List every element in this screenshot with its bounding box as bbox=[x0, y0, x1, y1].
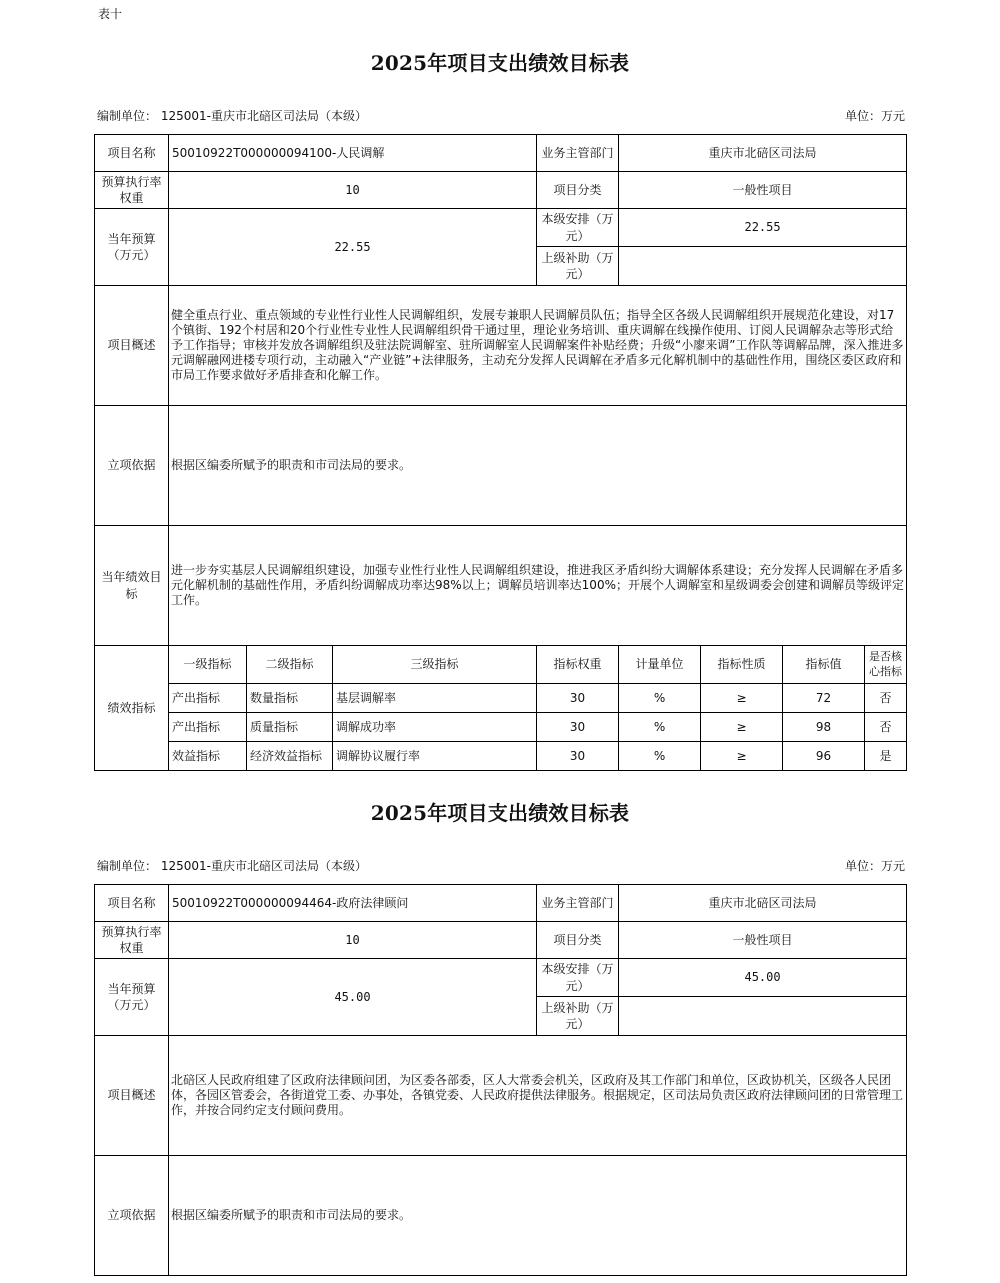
performance-target-table-second bbox=[94, 884, 907, 1276]
indicator-row-1-level-three: 基层调解率 bbox=[333, 684, 537, 713]
budget-execution-weight-value-second: 10 bbox=[169, 922, 537, 959]
local-arrangement-value-second: 45.00 bbox=[619, 959, 907, 997]
performance-indicators-label: 绩效指标 bbox=[95, 646, 169, 771]
project-name-label: 项目名称 bbox=[95, 135, 169, 172]
indicator-row-3-weight: 30 bbox=[537, 742, 619, 771]
compiling-unit-second: 编制单位： 125001-重庆市北碚区司法局（本级） bbox=[97, 859, 367, 873]
current-budget-value: 22.55 bbox=[169, 209, 537, 286]
indicator-row-2-level-two: 质量指标 bbox=[247, 713, 333, 742]
local-arrangement-value: 22.55 bbox=[619, 209, 907, 247]
project-overview-label-second: 项目概述 bbox=[95, 1036, 169, 1156]
upper-subsidy-value-second bbox=[619, 997, 907, 1036]
project-name-label-second: 项目名称 bbox=[95, 885, 169, 922]
indicator-row-1-weight: 30 bbox=[537, 684, 619, 713]
upper-subsidy-label: 上级补助（万元） bbox=[537, 247, 619, 286]
indicator-row-2-level-three: 调解成功率 bbox=[333, 713, 537, 742]
project-category-label-second: 项目分类 bbox=[537, 922, 619, 959]
department-value: 重庆市北碚区司法局 bbox=[619, 135, 907, 172]
form-number-label: 表十 bbox=[98, 7, 123, 21]
currency-unit: 单位：万元 bbox=[844, 109, 905, 123]
project-basis-text: 根据区编委所赋予的职责和市司法局的要求。 bbox=[169, 406, 907, 526]
current-budget-label: 当年预算（万元） bbox=[95, 209, 169, 286]
indicator-row-2-property: ≥ bbox=[701, 713, 783, 742]
project-basis-label: 立项依据 bbox=[95, 406, 169, 526]
page-title-first: 2025年项目支出绩效目标表 bbox=[370, 51, 630, 75]
local-arrangement-label: 本级安排（万元） bbox=[537, 209, 619, 247]
performance-target-table-first bbox=[94, 134, 907, 771]
indicator-row-2-core: 否 bbox=[865, 713, 907, 742]
department-value-second: 重庆市北碚区司法局 bbox=[619, 885, 907, 922]
annual-target-text: 进一步夯实基层人民调解组织建设，加强专业性行业性人民调解组织建设，推进我区矛盾纠纷大调解体系建设；充分发挥人民调解在矛盾多元化解机制的基础性作用，矛盾纠纷调解成功率达98%以上；调解员培训率达100%；开展个人调解室和星级调委会创建和调解员等级评定工作。 bbox=[169, 526, 907, 646]
indicator-row-3-property: ≥ bbox=[701, 742, 783, 771]
project-category-label: 项目分类 bbox=[537, 172, 619, 209]
local-arrangement-label-second: 本级安排（万元） bbox=[537, 959, 619, 997]
indicator-header-level-three: 三级指标 bbox=[333, 646, 537, 684]
indicator-row-3-level-one: 效益指标 bbox=[169, 742, 247, 771]
indicator-row-3-unit: % bbox=[619, 742, 701, 771]
indicator-row-3-level-three: 调解协议履行率 bbox=[333, 742, 537, 771]
department-label: 业务主管部门 bbox=[537, 135, 619, 172]
indicator-row-2-weight: 30 bbox=[537, 713, 619, 742]
indicator-header-level-two: 二级指标 bbox=[247, 646, 333, 684]
page-title-second: 2025年项目支出绩效目标表 bbox=[370, 801, 630, 825]
annual-target-label: 当年绩效目标 bbox=[95, 526, 169, 646]
currency-unit-second: 单位：万元 bbox=[844, 859, 905, 873]
indicator-row-3-core: 是 bbox=[865, 742, 907, 771]
current-budget-label-second: 当年预算（万元） bbox=[95, 959, 169, 1036]
project-basis-text-second: 根据区编委所赋予的职责和市司法局的要求。 bbox=[169, 1156, 907, 1276]
budget-execution-weight-value: 10 bbox=[169, 172, 537, 209]
project-name-value-second: 50010922T000000094464-政府法律顾问 bbox=[169, 885, 537, 922]
indicator-row-2-level-one: 产出指标 bbox=[169, 713, 247, 742]
current-budget-value-second: 45.00 bbox=[169, 959, 537, 1036]
budget-execution-weight-label-second: 预算执行率权重 bbox=[95, 922, 169, 959]
indicator-row-1-level-two: 数量指标 bbox=[247, 684, 333, 713]
upper-subsidy-value bbox=[619, 247, 907, 286]
project-overview-text-second: 北碚区人民政府组建了区政府法律顾问团，为区委各部委，区人大常委会机关，区政府及其工作部门和单位，区政协机关，区级各人民团体，各园区管委会，各街道党工委、办事处，各镇党委、人民政府提供法律服务。根据规定，区司法局负责区政府法律顾问团的日常管理工作，并按合同约定支付顾问费用。 bbox=[169, 1036, 907, 1156]
budget-execution-weight-label: 预算执行率权重 bbox=[95, 172, 169, 209]
indicator-row-1-value: 72 bbox=[783, 684, 865, 713]
project-category-value-second: 一般性项目 bbox=[619, 922, 907, 959]
upper-subsidy-label-second: 上级补助（万元） bbox=[537, 997, 619, 1036]
project-overview-text: 健全重点行业、重点领域的专业性行业性人民调解组织，发展专兼职人民调解员队伍；指导全区各级人民调解组织开展规范化建设，对17个镇街、192个村居和20个行业性专业性人民调解组织骨干通过里，理论业务培训、重庆调解在线操作使用、订阅人民调解杂志等形式给予工作指导；审核并发放各调解组织及驻法院调解室、驻所调解室人民调解案件补贴经费；升级“小廖来调”工作队等调解品牌，深入推进多元调解融网进楼专项行动，主动融入“产业链”+法律服务，主动充分发挥人民调解在矛盾多元化解机制中的基础性作用，围绕区委区政府和市局工作要求做好矛盾排查和化解工作。 bbox=[169, 286, 907, 406]
compiling-unit: 编制单位： 125001-重庆市北碚区司法局（本级） bbox=[97, 109, 367, 123]
project-overview-label: 项目概述 bbox=[95, 286, 169, 406]
indicator-header-value: 指标值 bbox=[783, 646, 865, 684]
indicator-row-3-value: 96 bbox=[783, 742, 865, 771]
project-basis-label-second: 立项依据 bbox=[95, 1156, 169, 1276]
indicator-row-1-core: 否 bbox=[865, 684, 907, 713]
indicator-row-1-level-one: 产出指标 bbox=[169, 684, 247, 713]
indicator-row-1-property: ≥ bbox=[701, 684, 783, 713]
department-label-second: 业务主管部门 bbox=[537, 885, 619, 922]
indicator-header-property: 指标性质 bbox=[701, 646, 783, 684]
indicator-row-2-unit: % bbox=[619, 713, 701, 742]
indicator-row-3-level-two: 经济效益指标 bbox=[247, 742, 333, 771]
indicator-header-level-one: 一级指标 bbox=[169, 646, 247, 684]
project-name-value: 50010922T000000094100-人民调解 bbox=[169, 135, 537, 172]
indicator-row-2-value: 98 bbox=[783, 713, 865, 742]
indicator-row-1-unit: % bbox=[619, 684, 701, 713]
indicator-header-unit: 计量单位 bbox=[619, 646, 701, 684]
indicator-header-core: 是否核心指标 bbox=[865, 646, 907, 684]
project-category-value: 一般性项目 bbox=[619, 172, 907, 209]
indicator-header-weight: 指标权重 bbox=[537, 646, 619, 684]
